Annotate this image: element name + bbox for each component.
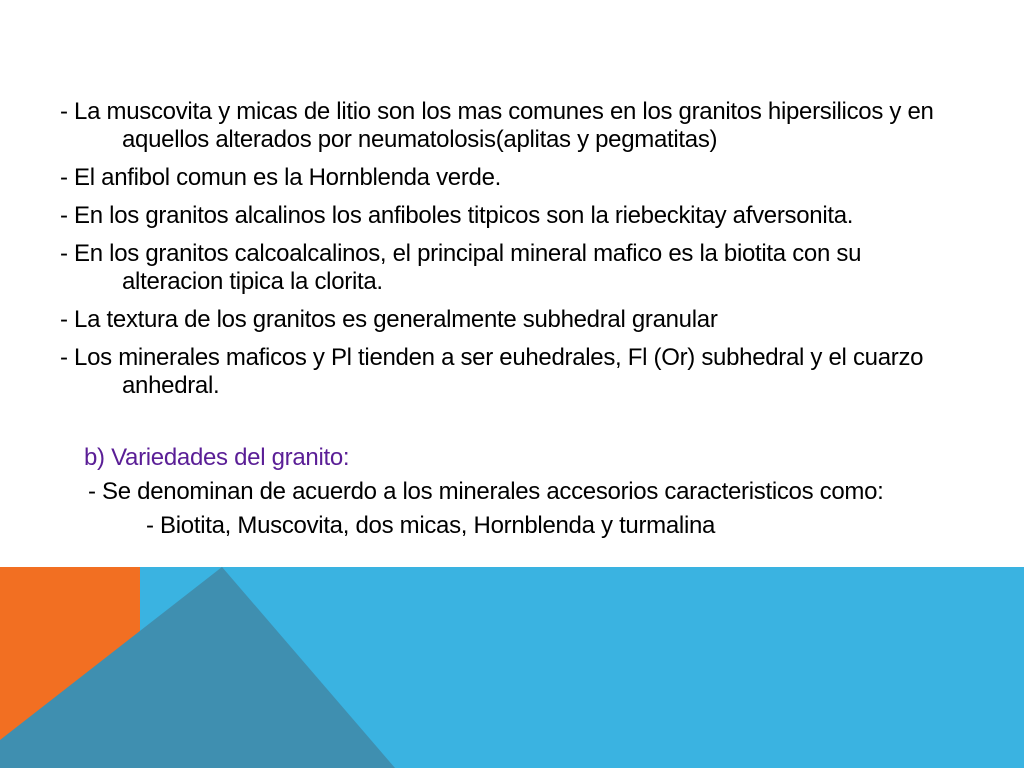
bullet-alcalinos: - En los granitos alcalinos los anfiboles titpicos son la riebeckitay afversonita. [60, 202, 854, 229]
section-heading: b) Variedades del granito: [84, 444, 350, 471]
slide-body [60, 98, 960, 540]
bullet-minerales: - Los minerales maficos y Pl tienden a ser euhedrales, Fl (Or) subhedral y el cuarzo anhedral. [60, 344, 924, 399]
section-item: - Biotita, Muscovita, dos micas, Hornblenda y turmalina [146, 512, 716, 539]
bullet-anfibol: - El anfibol comun es la Hornblenda verde. [60, 164, 501, 191]
bullet-textura: - La textura de los granitos es generalmente subhedral granular [60, 306, 718, 333]
bullet-calcoalcalinos: - En los granitos calcoalcalinos, el principal mineral mafico es la biotita con su alteracion tipica la clorita. [60, 240, 862, 295]
section-intro: - Se denominan de acuerdo a los minerales accesorios caracteristicos como: [88, 478, 884, 505]
bullet-muscovita: - La muscovita y micas de litio son los mas comunes en los granitos hipersilicos y en aquellos alterados por neumatolosis(aplitas y pegmatitas) [60, 98, 934, 153]
